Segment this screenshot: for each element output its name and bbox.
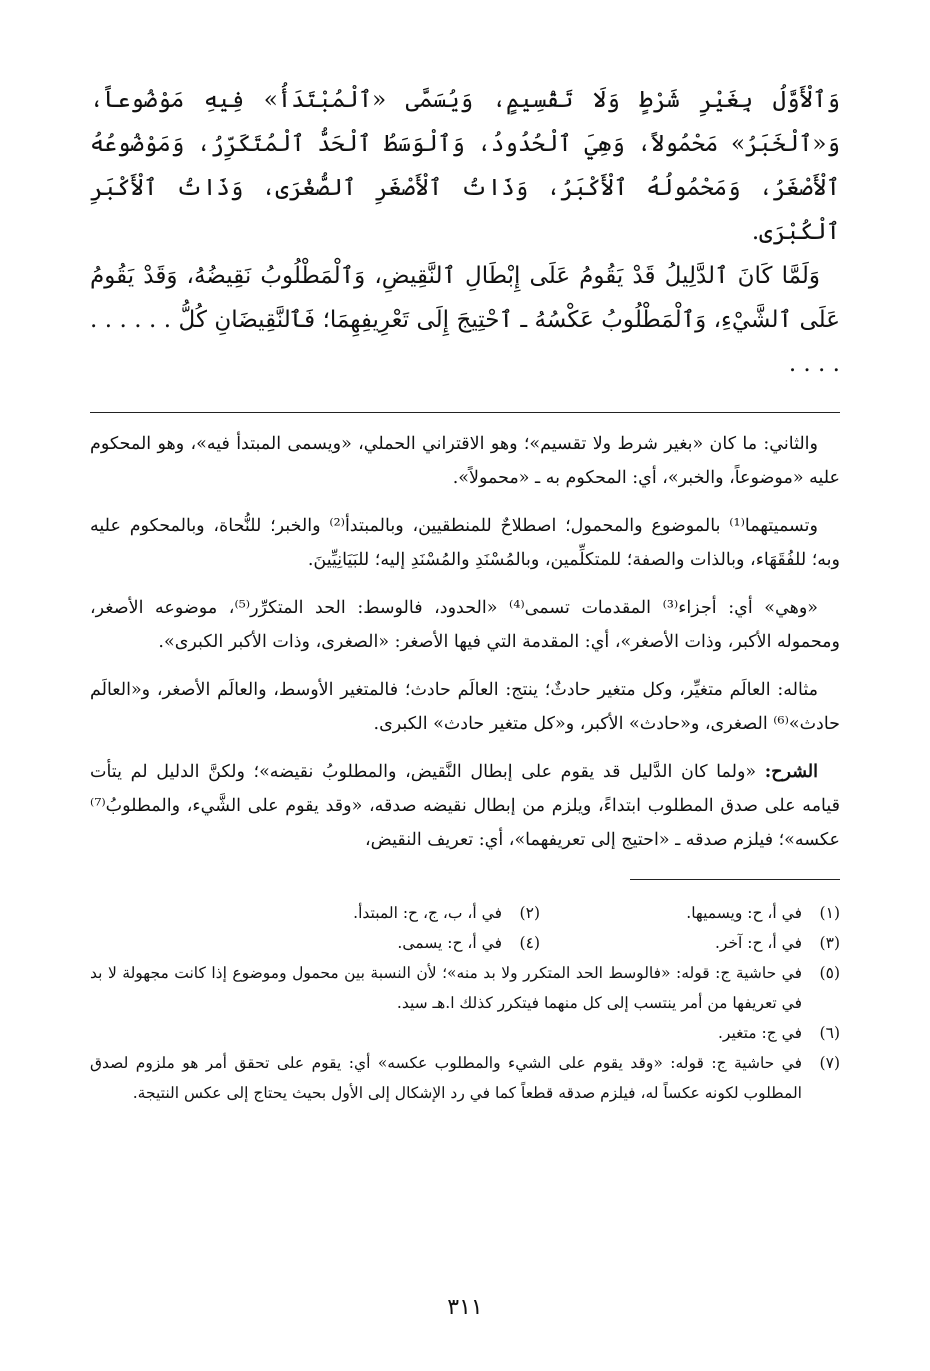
footnote-divider [630, 879, 840, 880]
main-text-paragraph-2: وَلَمَّا كَانَ ٱلدَّلِيلُ قَدْ يَقُومُ عَلَى إِبْطَالِ ٱلنَّقِيضِ، وَٱلْمَطْلُوبُ نَقِيضُهُ، وَقَدْ يَقُومُ عَلَى ٱلشَّيْءِ، وَٱلْمَطْلُوبُ عَكْسُهُ ـ ٱحْتِيجَ إِلَى تَعْرِيفِهِمَا؛ فَٱلنَّقِيضَانِ كُلُّ . . . . . . . . . . [90, 263, 840, 377]
footnote-5 [90, 958, 840, 1018]
footnotes [90, 898, 840, 1108]
footnote-number: (٢) [519, 904, 540, 922]
main-text [90, 78, 840, 386]
commentary-paragraph-4: مثاله: العالَم متغيِّر، وكل متغير حادثٌ؛ ينتج: العالَم حادث؛ فالمتغير الأوسط، والعالَم الأصغر، و«العالَم حادث»⁽⁶⁾ الصغرى، و«حادث» الأكبر، و«كل متغير حادث» الكبرى. [90, 680, 840, 734]
footnote-number: (٣) [819, 934, 840, 952]
footnote-2 [240, 898, 540, 928]
footnote-text: في أ، ب، ج، ح: المبتدأ. [353, 904, 502, 922]
footnote-text: في أ، ح: يسمى. [397, 934, 502, 952]
footnote-text: في حاشية ج: قوله: «وقد يقوم على الشيء والمطلوب عكسه» أي: يقوم على تحقق أمر هو ملزوم لصدق المطلوب لكونه عكساً له، فيلزم صدقه قطعاً كما في رد الإشكال إلى الأول بحيث يحتاج إلى عكس النتيجة. [90, 1054, 802, 1102]
commentary-paragraph-5 [90, 755, 840, 857]
commentary-text [90, 427, 840, 857]
commentary-paragraph-2: وتسميتهما⁽¹⁾ بالموضوع والمحمول؛ اصطلاحٌ للمنطقيين، وبالمبتدأ⁽²⁾ والخبر؛ للنُّحاة، وبالمحكوم عليه وبه؛ للفُقَهَاء، وبالذات والصفة؛ للمتكلِّمين، وبالمُسْنَدِ والمُسْنَدِ إليه؛ للبَيَانِيِّينَ. [90, 516, 840, 570]
footnote-3 [540, 928, 840, 958]
footnote-6 [90, 1018, 840, 1048]
commentary-paragraph-3: «وهي» أي: أجزاء⁽³⁾ المقدمات تسمى⁽⁴⁾ «الحدود، فالوسط: الحد المتكرِّر⁽⁵⁾، موضوعه الأصغر، ومحموله الأكبر، وذات الأصغر»، أي: المقدمة التي فيها الأصغر: «الصغرى، وذات الأكبر الكبرى». [90, 598, 840, 652]
commentary-paragraph-1: والثاني: ما كان «بغير شرط ولا تقسيم»؛ وهو الاقتراني الحملي، «ويسمى المبتدأ فيه»، وهو المحكوم عليه «موضوعاً، والخبر»، أي: المحكوم به ـ «محمولاً». [90, 434, 840, 488]
footnote-text: في ج: متغير. [717, 1024, 802, 1042]
footnote-row-2 [90, 928, 840, 958]
page-body [90, 78, 840, 1108]
footnote-text: في أ، ح: آخر. [714, 934, 802, 952]
footnote-number: (١) [819, 904, 840, 922]
sharh-heading: الشرح: [764, 762, 818, 782]
footnote-number: (٥) [819, 964, 840, 982]
footnote-1 [540, 898, 840, 928]
commentary-paragraph-5-text: «ولما كان الدَّليل قد يقوم على إبطال النَّقيض، والمطلوبُ نقيضه»؛ ولكنَّ الدليل لم يتأت قيامه على صدق المطلوب ابتداءً، ويلزم من إبطال نقيضه صدقه، «وقد يقوم على الشَّيء، والمطلوبُ⁽⁷⁾ عكسه»؛ فيلزم صدقه ـ «احتيج إلى تعريفهما»، أي: تعريف النقيض، [90, 762, 840, 850]
footnote-7 [90, 1048, 840, 1108]
footnote-text: في حاشية ج: قوله: «فالوسط الحد المتكرر ولا بد منه»؛ لأن النسبة بين محمول وموضوع إذا كانت مجهولة لا بد في تعريفها من أمر ينتسب إلى كل منهما فيتكرر كذلك ا.هـ سيد. [90, 964, 802, 1012]
footnote-number: (٤) [519, 934, 540, 952]
page-number: ٣١١ [447, 1295, 483, 1320]
footnote-text: في أ، ح: ويسميها. [686, 904, 802, 922]
footnote-4 [240, 928, 540, 958]
footnote-row-1 [90, 898, 840, 928]
main-text-paragraph-1: وَٱلْأَوَّلُ بِغَيْرِ شَرْطٍ وَلَا تَقْسِيمٍ، وَيُسَمَّى «ٱلْمُبْتَدَأُ» فِيهِ مَوْضُوعاً، وَ«ٱلْخَبَرُ» مَحْمُولاً، وَهِيَ ٱلْحُدُودُ، وَٱلْوَسَطُ ٱلْحَدُّ ٱلْمُتَكَرِّرُ، وَمَوْضُوعُهُ ٱلْأَصْغَرُ، وَمَحْمُولُهُ ٱلْأَكْبَرُ، وَذَاتُ ٱلْأَصْغَرِ ٱلصُّغْرَى، وَذَاتُ ٱلْأَكْبَرِ ٱلْكُبْرَى. [90, 87, 840, 245]
footnote-number: (٦) [819, 1024, 840, 1042]
footnote-number: (٧) [819, 1054, 840, 1072]
main-commentary-divider [90, 412, 840, 413]
